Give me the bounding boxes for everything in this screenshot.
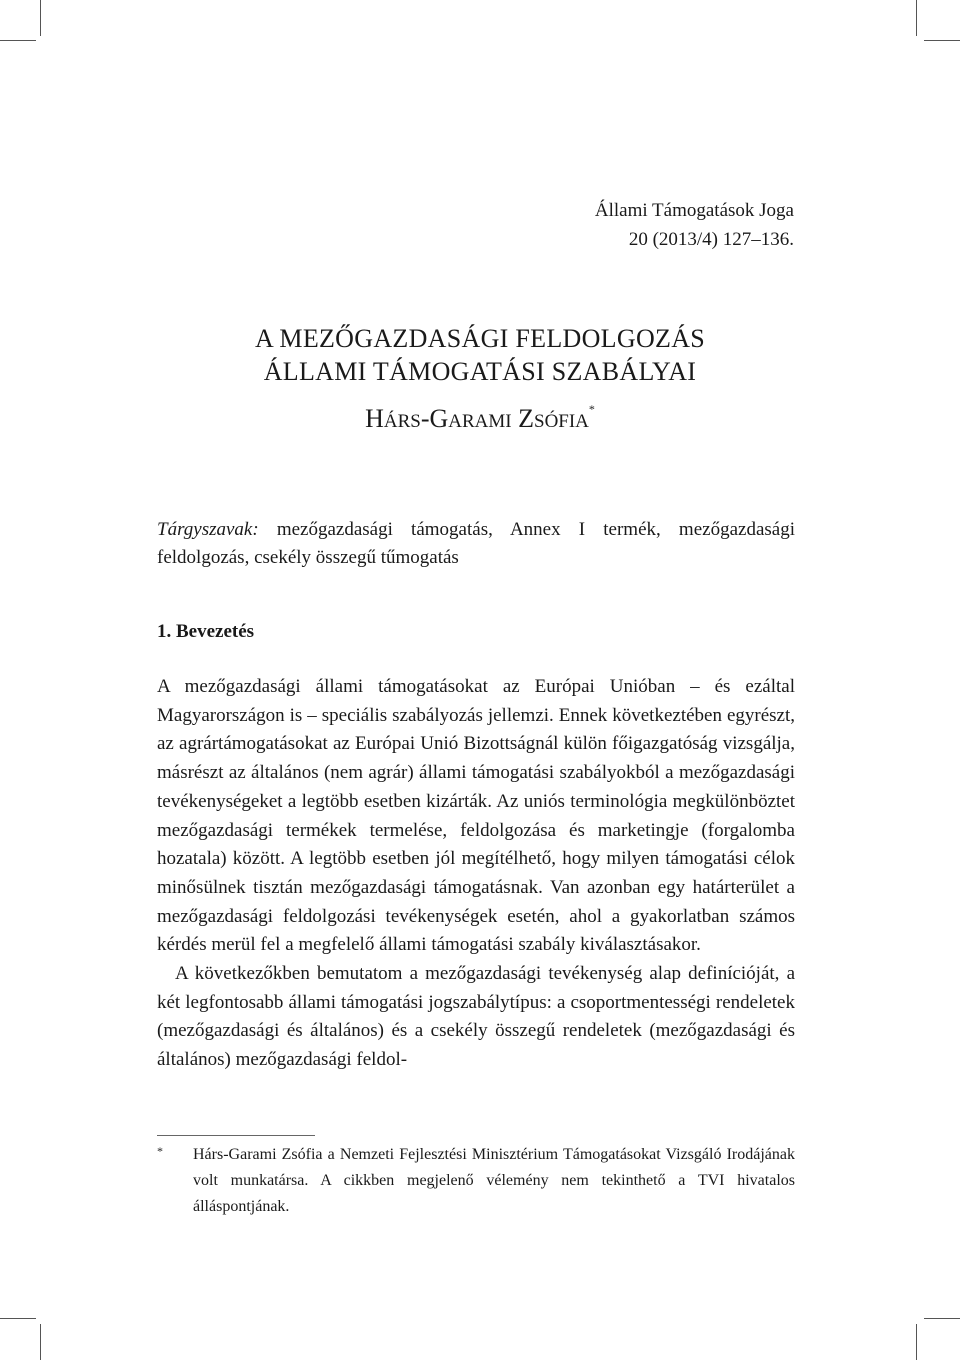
author-initial-z: Z bbox=[518, 404, 534, 433]
journal-name: Állami Támogatások Joga bbox=[594, 200, 794, 221]
section-heading: 1. Bevezetés bbox=[157, 621, 255, 642]
paragraph-1: A mezőgazdasági állami támogatásokat az Európai Unióban – és ezáltal Magyarországon is – speciális szabályozás jellemzi. Ennek következtében egyrészt, az agrártámogatásokat az Európai Unió Bizottságnál külön főigazgatóság vizsgálja, másrészt az általános (nem agrár) állami támogatási szabályokból a mezőgazdasági tevékenységeket a legtöbb esetben kizárták. Az uniós terminológia megkülönböztet mezőgazdasági termékek termelése, feldolgozása és marketingje (forgalomba hozatala) között. A legtöbb esetben jól megítélhető, hogy milyen támogatási célok minősülnek tisztán mezőgazdasági támogatásnak. Van azonban egy határterület a mezőgazdasági feldolgozási tevékenységek esetén, ahol a gyakorlatban számos kérdés merül fel a megfelelő állami támogatási szabály kiválasztásakor. bbox=[157, 676, 795, 956]
crop-mark-top-right-v bbox=[916, 0, 917, 36]
author-name bbox=[0, 404, 960, 434]
keywords-text: mezőgazdasági támogatás, Annex I termék, mezőgazdasági feldolgozás, csekély összegű tűmogatás bbox=[157, 519, 795, 568]
journal-info bbox=[595, 196, 794, 254]
keywords-block bbox=[157, 516, 795, 572]
author-smallcaps-arami: ARAMI bbox=[448, 411, 512, 432]
article-title bbox=[0, 322, 960, 388]
crop-mark-top-left-h bbox=[0, 40, 36, 41]
body-text bbox=[157, 673, 795, 1075]
title-line-2: ÁLLAMI TÁMOGATÁSI SZABÁLYAI bbox=[263, 357, 697, 386]
journal-issue: 20 (2013/4) 127–136. bbox=[628, 229, 794, 250]
paragraph-2: A következőkben bemutatom a mezőgazdasági tevékenység alap definícióját, a két legfontosabb állami támogatási jogszabálytípus: a csoportmentességi rendeletek (mezőgazdasági és általános) és a csekély összegű rendeletek (mezőgazdasági és általános) mezőgazdasági feldol- bbox=[157, 963, 795, 1071]
crop-mark-bottom-right-v bbox=[916, 1324, 917, 1360]
crop-mark-bottom-left-v bbox=[40, 1324, 41, 1360]
title-line-1: A MEZŐGAZDASÁGI FELDOLGOZÁS bbox=[254, 324, 706, 353]
footnote-rule bbox=[157, 1135, 315, 1136]
author-footnote-mark: * bbox=[588, 402, 595, 416]
footnote bbox=[157, 1142, 795, 1220]
author-smallcaps-ars: ÁRS bbox=[383, 411, 421, 432]
crop-mark-top-right-h bbox=[924, 40, 960, 41]
author-initial-h: H bbox=[365, 404, 384, 433]
keywords-label: Tárgyszavak: bbox=[157, 519, 259, 540]
footnote-mark: * bbox=[157, 1144, 163, 1158]
crop-mark-bottom-right-h bbox=[924, 1318, 960, 1319]
footnote-text: Hárs-Garami Zsófia a Nemzeti Fejlesztési Minisztérium Támogatásokat Vizsgáló Irodájának volt munkatársa. A cikkben megjelenő vélemény nem tekinthető a TVI hivatalos álláspontjának. bbox=[193, 1146, 795, 1215]
author-smallcaps-sofia: SÓFIA bbox=[534, 411, 589, 432]
crop-mark-bottom-left-h bbox=[0, 1318, 36, 1319]
author-initial-g: -G bbox=[420, 404, 449, 433]
crop-mark-top-left-v bbox=[40, 0, 41, 36]
